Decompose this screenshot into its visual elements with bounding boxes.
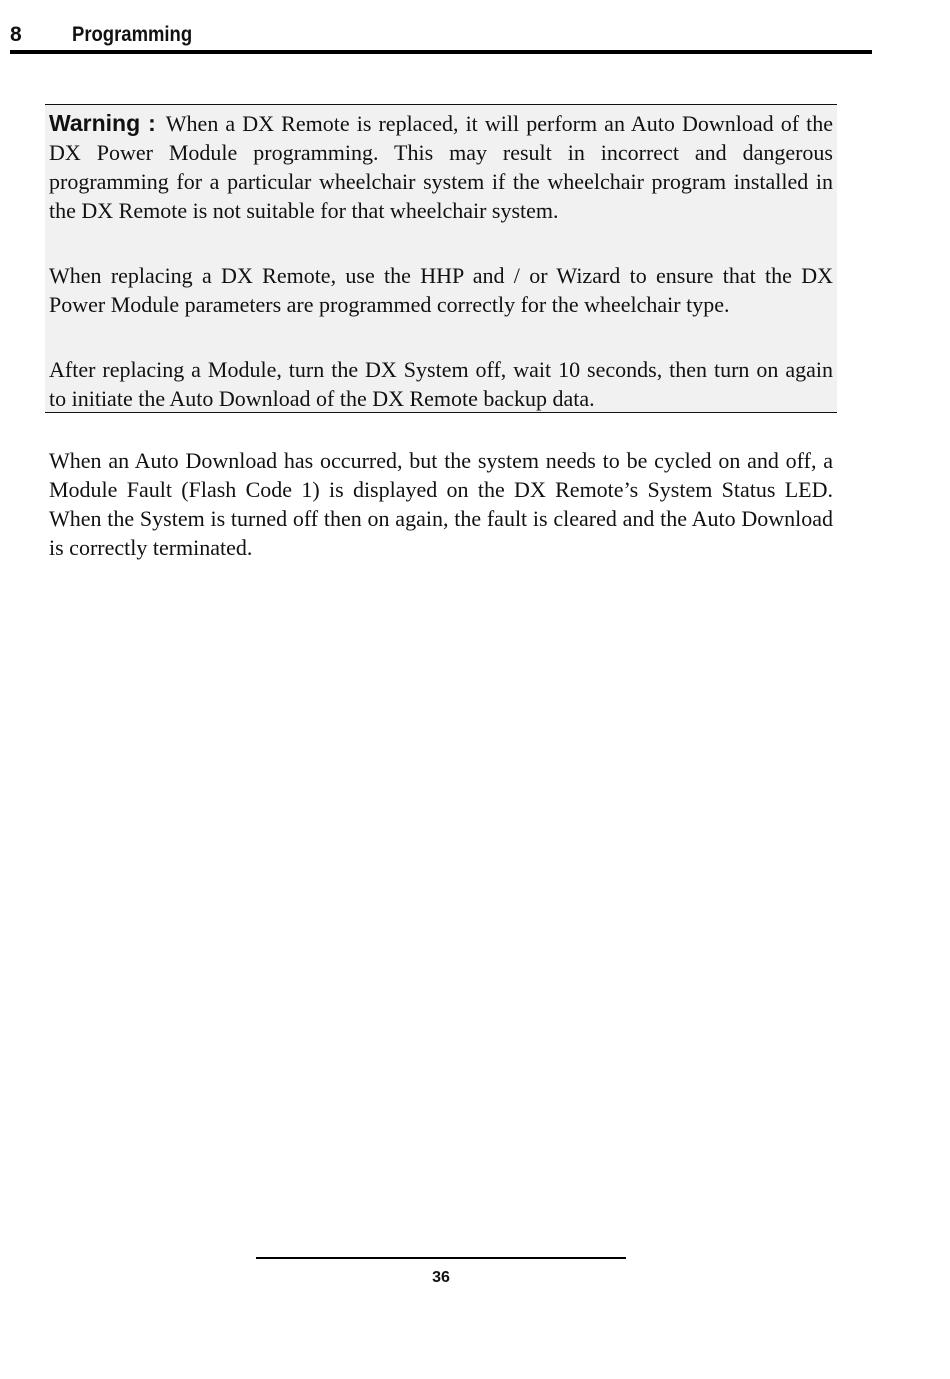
chapter-title: Programming (72, 23, 193, 46)
page-number: 36 (432, 1269, 450, 1286)
warning-paragraph-1 (49, 109, 833, 225)
chapter-number: 8 (10, 23, 22, 46)
chapter-header (10, 20, 872, 54)
warning-box (45, 104, 837, 413)
warning-paragraph-3: After replacing a Module, turn the DX System off, wait 10 seconds, then turn on again to initiate the Auto Download of the DX Remote backup data. (49, 357, 833, 411)
warning-label: Warning : (49, 110, 156, 136)
body-paragraph-1: When an Auto Download has occurred, but the system needs to be cycled on and off, a Module Fault (Flash Code 1) is displayed on the DX Remote’s System Status LED. When the System is turned off then on again, the fault is cleared and the Auto Download is correctly terminated. (49, 448, 833, 560)
warning-text-1: When a DX Remote is replaced, it will perform an Auto Download of the DX Power Module programming. This may result in incorrect and dangerous programming for a particular wheelchair system if the wheelchair program installed in the DX Remote is not suitable for that wheelchair system. (49, 111, 833, 223)
footer-rule (256, 1257, 626, 1259)
warning-paragraph-2: When replacing a DX Remote, use the HHP and / or Wizard to ensure that the DX Power Module parameters are programmed correctly for the wheelchair type. (49, 263, 833, 317)
